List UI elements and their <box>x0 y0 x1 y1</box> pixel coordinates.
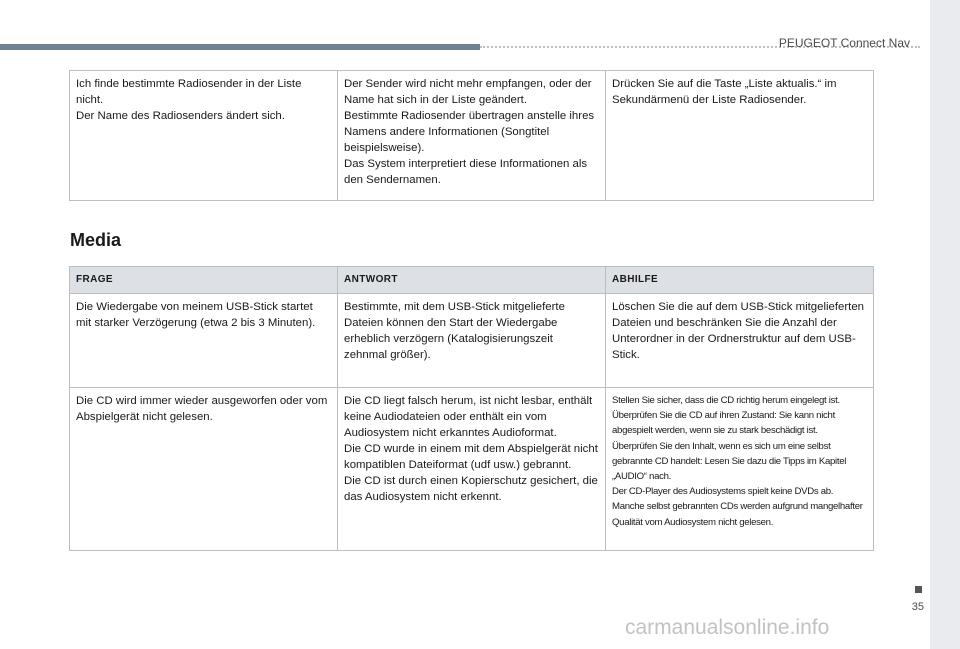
frage-cell: Die CD wird immer wieder ausgeworfen oder vom Abspielgerät nicht gelesen. <box>70 388 338 551</box>
abhilfe-cell: Löschen Sie die auf dem USB-Stick mitgelieferten Dateien und beschränken Sie die Anzahl der Unterordner in der Ordnerstruktur auf dem USB-Stick. <box>606 294 874 388</box>
brand-title: PEUGEOT Connect Nav <box>778 36 910 50</box>
page-marker <box>915 586 922 593</box>
media-faq-table <box>69 266 874 551</box>
antwort-cell: Der Sender wird nicht mehr empfangen, oder der Name hat sich in der Liste geändert. Bestimmte Radiosender übertragen anstelle ihres Namens andere Informationen (Songtitel beispielsweise). Das System interpretiert diese Informationen als den Sendernamen. <box>338 71 606 201</box>
antwort-cell: Bestimmte, mit dem USB-Stick mitgelieferte Dateien können den Start der Wiedergabe erheblich verzögern (Katalogisierungszeit zehnmal größer). <box>338 294 606 388</box>
abhilfe-cell: Drücken Sie auf die Taste „Liste aktualis.“ im Sekundärmenü der Liste Radiosender. <box>606 71 874 201</box>
antwort-cell: Die CD liegt falsch herum, ist nicht lesbar, enthält keine Audiodateien oder enthält ein vom Audiosystem nicht erkanntes Audioformat. Die CD wurde in einem mit dem Abspielgerät nicht kompatiblen Dateiformat (udf usw.) gebrannt. Die CD ist durch einen Kopierschutz gesichert, die das Audiosystem nicht erkennt. <box>338 388 606 551</box>
abhilfe-cell: Stellen Sie sicher, dass die CD richtig herum eingelegt ist. Überprüfen Sie die CD auf ihren Zustand: Sie kann nicht abgespielt werden, wenn sie zu stark beschädigt ist. Überprüfen Sie den Inhalt, wenn es sich um eine selbst gebrannte CD handelt: Lesen Sie dazu die Tipps im Kapitel „AUDIO“ nach. Der CD-Player des Audiosystems spielt keine DVDs ab. Manche selbst gebrannten CDs werden aufgrund mangelhafter Qualität vom Audiosystem nicht gelesen. <box>606 388 874 551</box>
header-frage: FRAGE <box>70 267 338 294</box>
table-header-row <box>70 267 874 294</box>
header-abhilfe: ABHILFE <box>606 267 874 294</box>
page-number: 35 <box>911 601 924 613</box>
frage-cell: Ich finde bestimmte Radiosender in der Liste nicht. Der Name des Radiosenders ändert sich. <box>70 71 338 201</box>
watermark: carmanualsonline.info <box>625 616 830 639</box>
radio-faq-table <box>69 70 874 201</box>
header-bar <box>0 44 480 50</box>
table-row <box>70 388 874 551</box>
table-row <box>70 71 874 201</box>
frage-cell: Die Wiedergabe von meinem USB-Stick startet mit starker Verzögerung (etwa 2 bis 3 Minuten). <box>70 294 338 388</box>
page-edge-strip <box>930 0 960 649</box>
table-row <box>70 294 874 388</box>
header-antwort: ANTWORT <box>338 267 606 294</box>
section-title-media: Media <box>70 230 122 250</box>
